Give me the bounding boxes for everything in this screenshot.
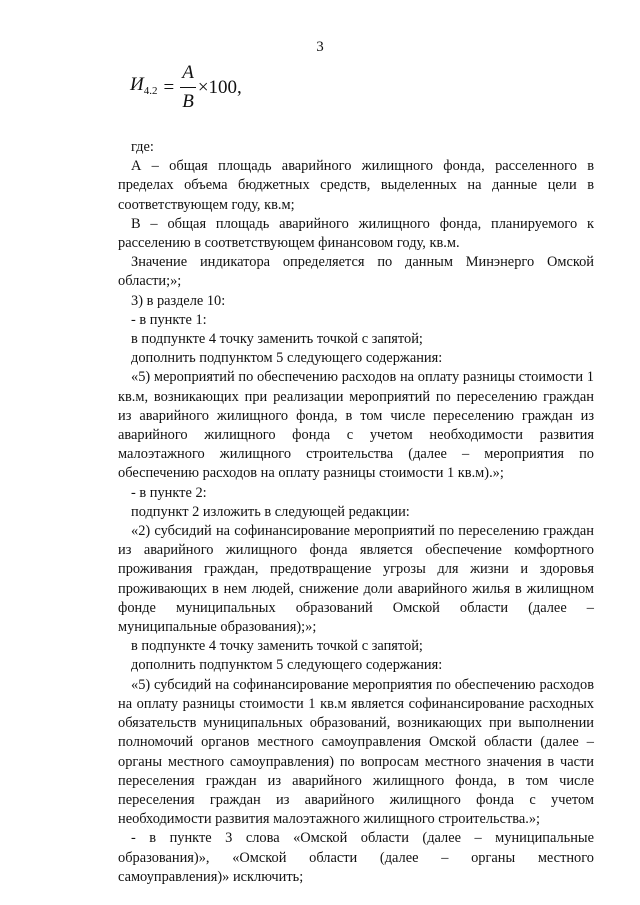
formula-denominator: B: [182, 91, 194, 112]
document-body: [118, 138, 594, 887]
paragraph-subitem-5-text: «5) мероприятий по обеспечению расходов на оплату разницы стоимости 1 кв.м, возникающих при реализации мероприятий по переселению граждан из аварийного жилищного фонда, в том числе переселению граждан из аварийного жилищного фонда с учетом необходимости развития малоэтажного жилищного строительства (далее – мероприятия по обеспечению расходов на оплату разницы стоимости 1 кв.м).»;: [118, 369, 594, 482]
paragraph-item-3: - в пункте 3 слова «Омской области (далее – муниципальные образования)», «Омской области (далее – органы местного самоуправления)» исключить;: [118, 830, 594, 885]
paragraph-subitem-2-text: «2) субсидий на софинансирование мероприятий по переселению граждан из аварийного жилищного фонда является обеспечение комфортного проживания граждан, предотвращение угрозы для жизни и здоровья проживающих в нем людей, снижение доли аварийного жилья в жилищном фонде муниципальных образований Омской области (далее – муниципальные образования);»;: [118, 523, 594, 636]
paragraph-item-1: - в пункте 1:: [131, 311, 207, 328]
paragraph-definition-b: В – общая площадь аварийного жилищного фонда, планируемого к расселению в соответствующем финансовом году, кв.м.: [118, 215, 594, 252]
formula-fraction: [180, 62, 196, 113]
paragraph-subitem-5-text-2: «5) субсидий на софинансирование мероприятия по обеспечению расходов на оплату разницы стоимости 1 кв.м является софинансирование расходных обязательств муниципальных образований, возникающих при выполнении полномочий органов местного самоуправления Омской области (далее – органы местного самоуправления) по вопросам местного значения в части переселения граждан из аварийного жилищного фонда, в том числе переселения граждан из аварийного жилищного фонда с учетом необходимости развития малоэтажного жилищного строительства.»;: [118, 676, 594, 828]
formula-multiplier: ×100,: [197, 76, 242, 98]
formula-lhs-symbol: И: [130, 73, 144, 95]
formula-numerator: A: [180, 62, 196, 88]
paragraph-indicator-source: Значение индикатора определяется по данным Минэнерго Омской области;»;: [118, 254, 594, 290]
paragraph-item-2: - в пункте 2:: [131, 484, 207, 501]
paragraph-subitem-2-edit: подпункт 2 изложить в следующей редакции:: [131, 503, 410, 520]
paragraph-add-subitem-5-2: дополнить подпунктом 5 следующего содержания:: [131, 657, 443, 674]
paragraph-section-10: 3) в разделе 10:: [131, 292, 226, 309]
page-number: 3: [316, 39, 324, 55]
paragraph-definition-a: А – общая площадь аварийного жилищного фонда, расселенного в пределах объема бюджетных средств, выделенных на данные цели в соответствующем году, кв.м;: [118, 158, 594, 213]
formula-equals: =: [163, 76, 175, 98]
formula-lhs: [130, 74, 157, 102]
indicator-formula: [130, 62, 242, 113]
paragraph-where: где:: [131, 139, 154, 155]
paragraph-add-subitem-5: дополнить подпунктом 5 следующего содержания:: [131, 350, 443, 367]
formula-lhs-subscript: 4.2: [143, 84, 158, 97]
paragraph-subitem-4-replace: в подпункте 4 точку заменить точкой с запятой;: [131, 331, 423, 348]
paragraph-subitem-4-replace-2: в подпункте 4 точку заменить точкой с запятой;: [131, 638, 423, 655]
